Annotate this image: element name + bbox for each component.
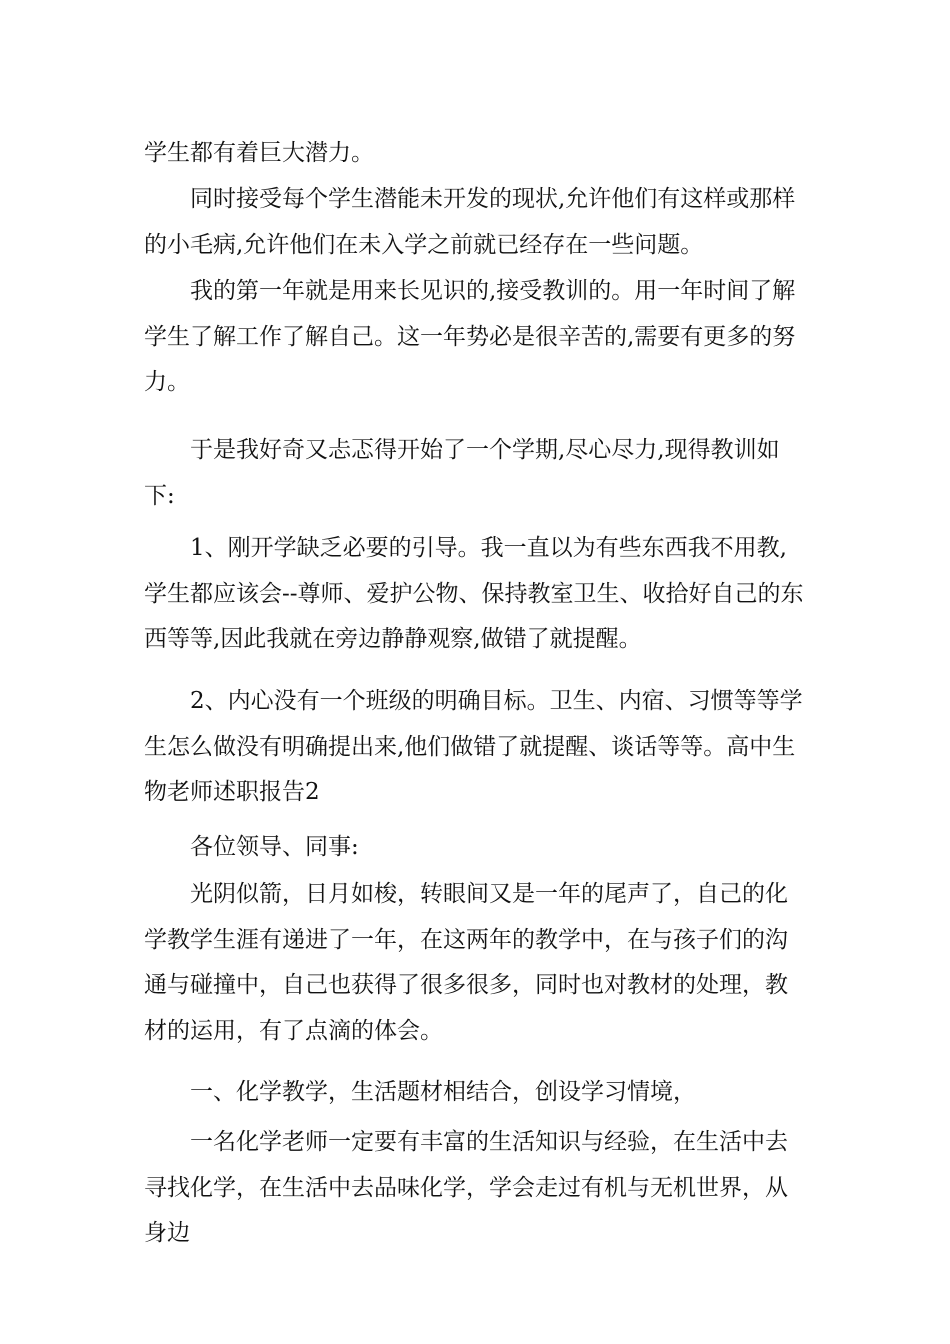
paragraph-accept-students: 同时接受每个学生潜能未开发的现状,允许他们有这样或那样的小毛病,允许他们在未入学之前就已经存在一些问题。 — [144, 186, 796, 258]
section-heading-1: 一、化学教学，生活题材相结合，创设学习情境， — [190, 1079, 696, 1105]
paragraph-lesson-2: 2、内心没有一个班级的明确目标。卫生、内宿、习惯等等学生怎么做没有明确提出来,他们做错了就提醒、谈话等等。高中生物老师述职报告2 — [144, 688, 803, 805]
paragraph-time-flies: 光阴似箭，日月如梭，转眼间又是一年的尾声了，自己的化学教学生涯有递进了一年，在这两年的教学中，在与孩子们的沟通与碰撞中，自己也获得了很多很多，同时也对教材的处理，教材的运用，有了点滴的体会。 — [144, 881, 788, 1044]
paragraph-salutation: 各位领导、同事: — [190, 834, 359, 860]
paragraph-continuation: 学生都有着巨大潜力。 — [144, 140, 374, 166]
paragraph-first-year: 我的第一年就是用来长见识的,接受教训的。用一年时间了解学生了解工作了解自己。这一年势必是很辛苦的,需要有更多的努力。 — [144, 278, 796, 395]
paragraph-lesson-1: 1、刚开学缺乏必要的引导。我一直以为有些东西我不用教,学生都应该会--尊师、爱护公物、保持教室卫生、收拾好自己的东西等等,因此我就在旁边静静观察,做错了就提醒。 — [144, 535, 804, 652]
paragraph-chemistry-teacher: 一名化学老师一定要有丰富的生活知识与经验，在生活中去寻找化学，在生活中去品味化学，学会走过有机与无机世界，从身边 — [144, 1129, 788, 1246]
paragraph-semester-start: 于是我好奇又忐忑得开始了一个学期,尽心尽力,现得教训如下: — [144, 437, 780, 509]
